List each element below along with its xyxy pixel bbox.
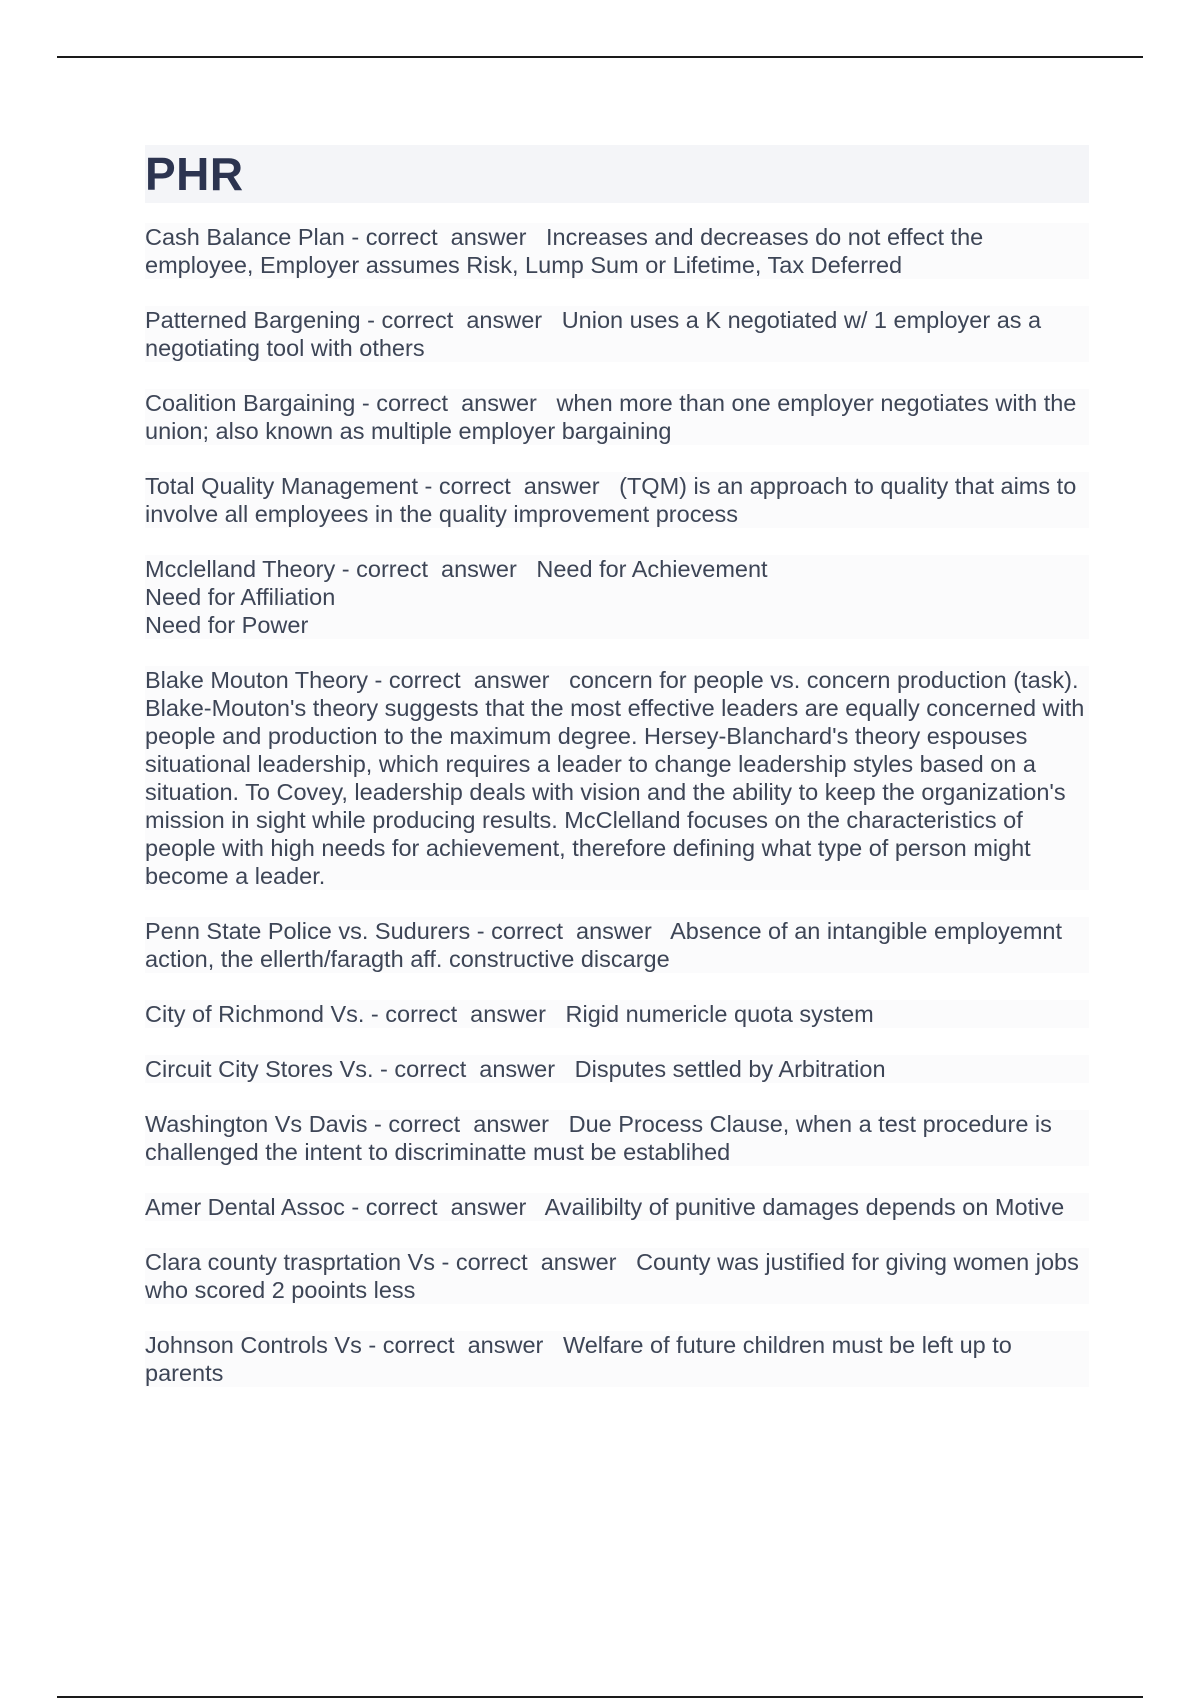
document-page: [145, 145, 1089, 1414]
top-rule: [57, 56, 1143, 58]
item-term: Coalition Bargaining: [145, 390, 356, 416]
item-term: Circuit City Stores Vs.: [145, 1056, 374, 1082]
item-separator: - correct answer: [344, 224, 546, 250]
item-separator: - correct answer: [434, 1249, 637, 1275]
item-answer: when more than one employer negotiates with the union; also known as multiple employer bargaining: [145, 390, 1083, 444]
item-term: Amer Dental Assoc: [145, 1194, 345, 1220]
list-item: [145, 555, 1089, 639]
item-answer: Welfare of future children must be left up to parents: [145, 1332, 1019, 1386]
item-answer: (TQM) is an approach to quality that aims to involve all employees in the quality improvement process: [145, 473, 1083, 527]
item-term: Total Quality Management: [145, 473, 419, 499]
item-term: Patterned Bargening: [145, 307, 361, 333]
item-answer: Disputes settled by Arbitration: [574, 1056, 886, 1082]
item-separator: - correct answer: [367, 667, 570, 693]
item-separator: - correct answer: [364, 1001, 566, 1027]
page-title: PHR: [145, 148, 244, 200]
item-answer: Union uses a K negotiated w/ 1 employer as a negotiating tool with others: [145, 307, 1048, 361]
item-answer: Need for Achievement Need for Affiliation Need for Power: [145, 556, 768, 638]
list-item: [145, 1110, 1089, 1166]
item-term: Mcclelland Theory: [145, 556, 336, 582]
item-term: Blake Mouton Theory: [145, 667, 368, 693]
item-separator: - correct answer: [373, 1056, 575, 1082]
list-item: [145, 389, 1089, 445]
item-answer: Rigid numericle quota system: [565, 1001, 874, 1027]
item-separator: - correct answer: [470, 918, 671, 944]
list-item: [145, 472, 1089, 528]
item-term: Washington Vs Davis: [145, 1111, 368, 1137]
item-separator: - correct answer: [367, 1111, 569, 1137]
list-item: [145, 1248, 1089, 1304]
item-separator: - correct answer: [344, 1194, 545, 1220]
list-item: [145, 1055, 1089, 1083]
item-answer: Availibilty of punitive damages depends on Motive: [544, 1194, 1065, 1220]
bottom-rule: [57, 1696, 1143, 1698]
list-item: [145, 1193, 1089, 1221]
title-bar: [145, 145, 1089, 203]
item-answer: County was justified for giving women jobs who scored 2 pooints less: [145, 1249, 1086, 1303]
list-item: [145, 223, 1089, 279]
item-term: Penn State Police vs. Sudurers: [145, 918, 471, 944]
list-item: [145, 1000, 1089, 1028]
item-term: Cash Balance Plan: [145, 224, 345, 250]
flashcard-list: [145, 223, 1089, 1387]
item-answer: Absence of an intangible employemnt action, the ellerth/faragth aff. constructive discarge: [145, 918, 1069, 972]
list-item: [145, 666, 1089, 890]
list-item: [145, 1331, 1089, 1387]
item-term: Clara county trasprtation Vs: [145, 1249, 435, 1275]
item-answer: Due Process Clause, when a test procedure is challenged the intent to discriminatte must be establihed: [145, 1111, 1059, 1165]
list-item: [145, 306, 1089, 362]
item-separator: - correct answer: [361, 1332, 563, 1358]
item-answer: Increases and decreases do not effect the employee, Employer assumes Risk, Lump Sum or Lifetime, Tax Deferred: [145, 224, 990, 278]
item-term: Johnson Controls Vs: [145, 1332, 362, 1358]
item-answer: concern for people vs. concern production (task). Blake-Mouton's theory suggests that the most effective leaders are equally concerned with people and production to the maximum degree. Hersey-Blanchard's theory espouses situational leadership, which requires a leader to change leadership styles based on a situation. To Covey, leadership deals with vision and the ability to keep the organization's mission in sight while producing results. McClelland focuses on the characteristics of people with high needs for achievement, therefore defining what type of person might become a leader.: [145, 667, 1091, 889]
list-item: [145, 917, 1089, 973]
item-term: City of Richmond Vs.: [145, 1001, 365, 1027]
item-separator: - correct answer: [360, 307, 562, 333]
item-separator: - correct answer: [418, 473, 620, 499]
item-separator: - correct answer: [355, 390, 557, 416]
item-separator: - correct answer: [335, 556, 537, 582]
